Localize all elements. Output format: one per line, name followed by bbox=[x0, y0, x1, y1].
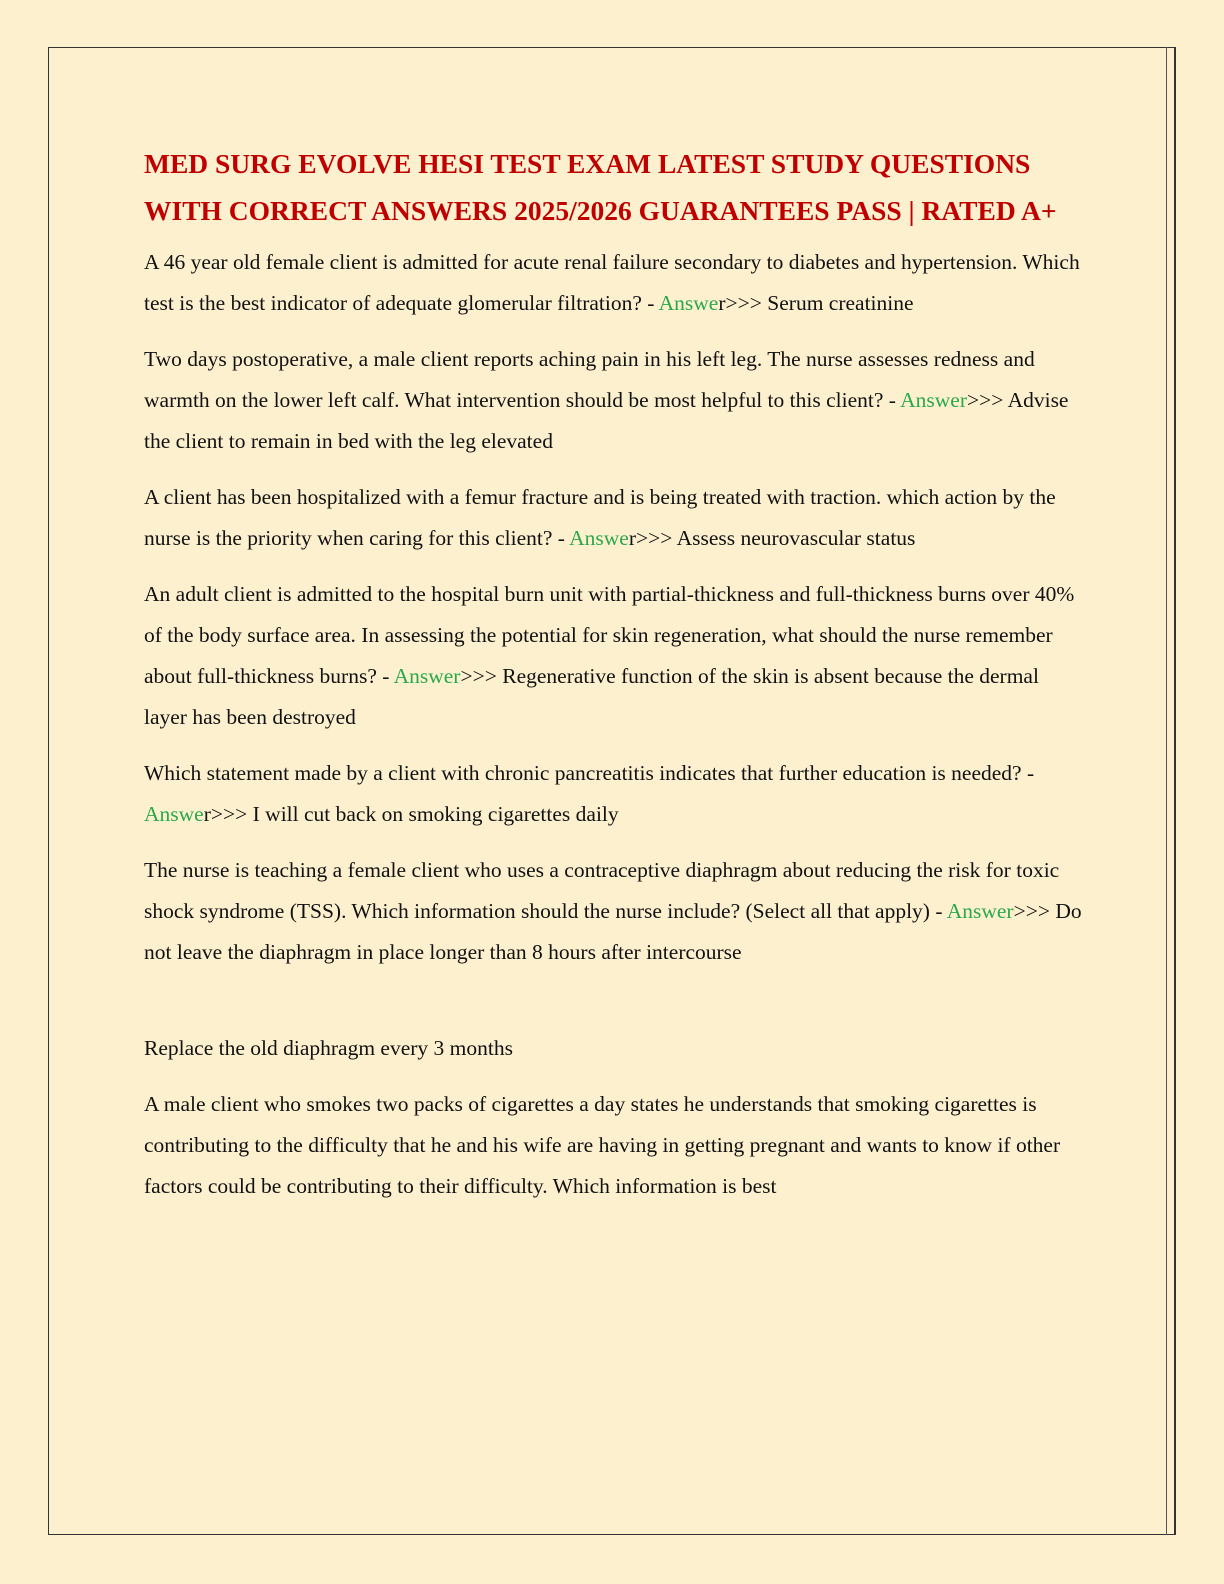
question-text: Two days postoperative, a male client reports aching pain in his left leg. The nurse assesses redness and warmth on the lower left calf. What intervention should be most helpful to this client? - bbox=[144, 347, 1035, 412]
answer-label: Answer bbox=[393, 664, 461, 688]
answer-label: Answe bbox=[569, 526, 629, 550]
qa-item bbox=[144, 850, 1084, 973]
answer-text: Assess neurovascular status bbox=[672, 526, 916, 550]
answer-marker: >>> bbox=[460, 664, 497, 688]
qa-item-partial: A male client who smokes two packs of cigarettes a day states he understands that smoking cigarettes is contributing to the difficulty that he and his wife are having in getting pregnant and wants to know if other factors could be contributing to their difficulty. Which information is best bbox=[144, 1092, 1061, 1198]
answer-text: Do not leave the diaphragm in place longer than 8 hours after intercourse bbox=[144, 899, 1082, 964]
question-text: An adult client is admitted to the hospital burn unit with partial-thickness and full-thickness burns over 40% of the body surface area. In assessing the potential for skin regeneration, what should the nurse remember about full-thickness burns? - bbox=[144, 582, 1075, 688]
question-text: A 46 year old female client is admitted for acute renal failure secondary to diabetes and hypertension. Which test is the best indicator of adequate glomerular filtration? - bbox=[144, 250, 1080, 315]
question-text: A client has been hospitalized with a femur fracture and is being treated with traction. which action by the nurse is the priority when caring for this client? - bbox=[144, 485, 1056, 550]
question-text: Which statement made by a client with chronic pancreatitis indicates that further education is needed? - bbox=[144, 761, 1035, 785]
qa-item bbox=[144, 574, 1084, 738]
qa-item bbox=[144, 477, 1084, 559]
qa-item bbox=[144, 339, 1084, 462]
page-border-right-inner bbox=[1166, 47, 1167, 1535]
extra-answer: Replace the old diaphragm every 3 months bbox=[144, 1036, 513, 1060]
answer-marker: >>> bbox=[1013, 899, 1050, 923]
answer-marker: r>>> bbox=[203, 802, 248, 826]
answer-label: Answer bbox=[946, 899, 1014, 923]
answer-text: Regenerative function of the skin is absent because the dermal layer has been destroyed bbox=[144, 664, 1039, 729]
page-border-right bbox=[1174, 47, 1176, 1535]
answer-marker: r>>> bbox=[718, 291, 762, 315]
qa-item bbox=[144, 242, 1084, 324]
qa-item bbox=[144, 753, 1084, 835]
answer-text: Serum creatinine bbox=[761, 291, 914, 315]
spacer bbox=[144, 988, 1084, 1028]
document-title: MED SURG EVOLVE HESI TEST EXAM LATEST STUDY QUESTIONS WITH CORRECT ANSWERS 2025/2026 GUARANTEES PASS | RATED A+ bbox=[144, 148, 1057, 226]
answer-text: Advise the client to remain in bed with the leg elevated bbox=[144, 388, 1069, 453]
document-body bbox=[144, 140, 1084, 1222]
answer-marker: r>>> bbox=[628, 526, 673, 550]
answer-text: I will cut back on smoking cigarettes daily bbox=[247, 802, 619, 826]
answer-label: Answer bbox=[900, 388, 967, 412]
question-text: The nurse is teaching a female client who uses a contraceptive diaphragm about reducing the risk for toxic shock syndrome (TSS). Which information should the nurse include? (Select all that apply) - bbox=[144, 858, 1060, 923]
answer-label: Answe bbox=[144, 802, 204, 826]
answer-marker: >>> bbox=[966, 388, 1004, 412]
answer-label: Answe bbox=[658, 291, 719, 315]
